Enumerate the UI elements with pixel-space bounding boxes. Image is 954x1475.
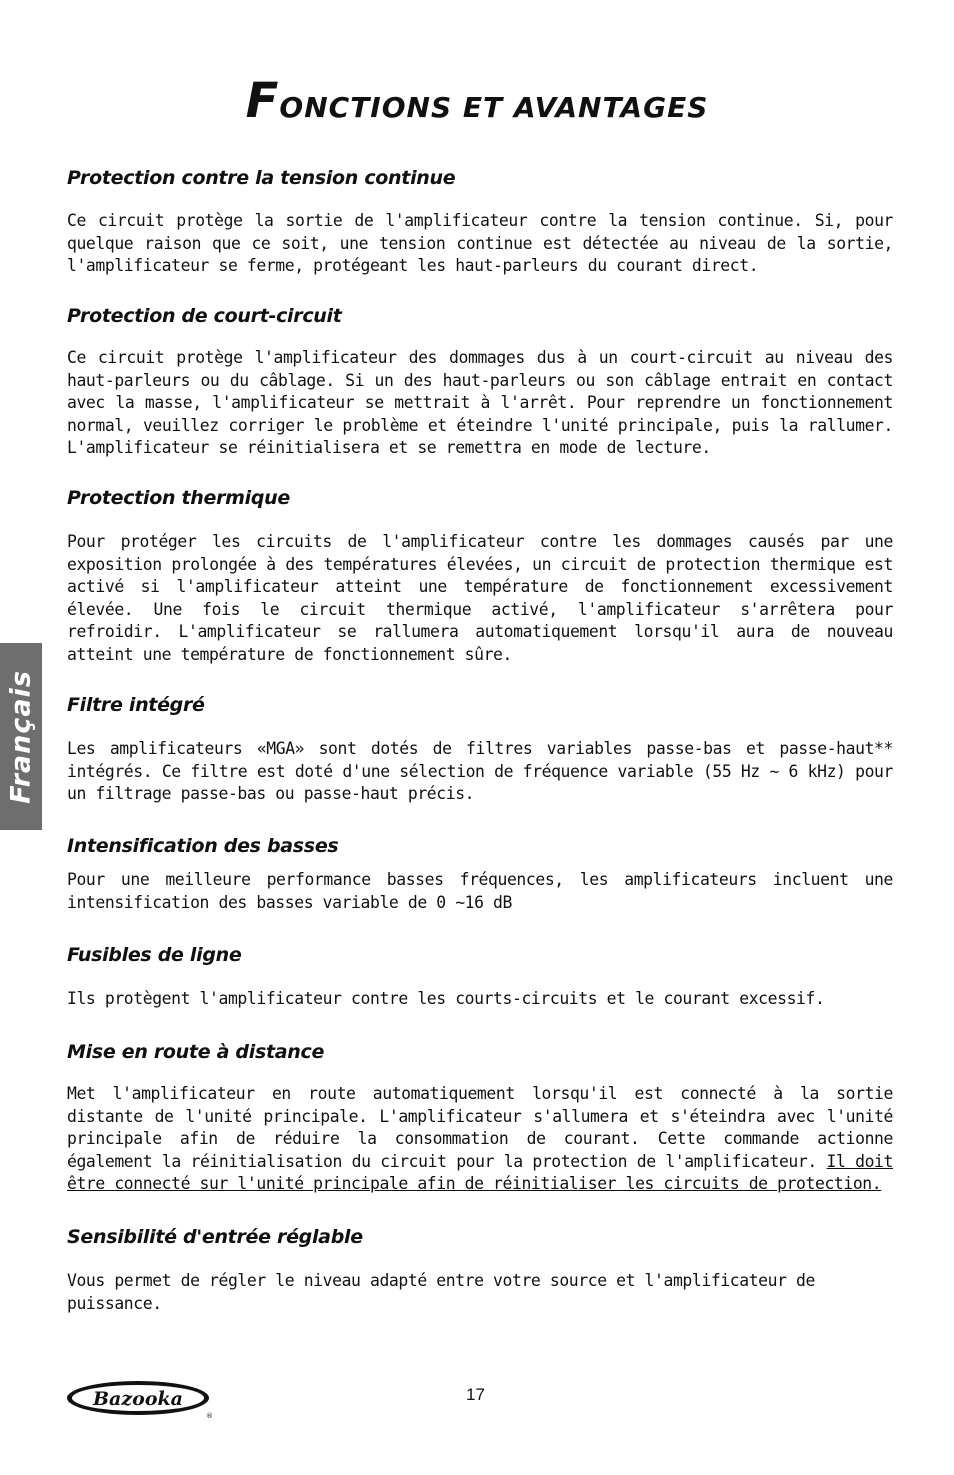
page-title-initial: F: [245, 73, 280, 130]
section-thermal-protection: [67, 487, 893, 666]
section-text: Ce circuit protège la sortie de l'amplificateur contre la tension continue. Si, pour quelque raison que ce soit, une tension continue est détectée au niveau de la sortie, l'amplificateur se ferme, protégeant les haut-parleurs du courant direct.: [67, 211, 893, 275]
bazooka-logo-graphic: [66, 1380, 216, 1420]
section-heading: Mise en route à distance: [67, 1041, 325, 1063]
section-text-main: Met l'amplificateur en route automatiquement lorsqu'il est connecté à la sortie distante de l'unité principale. L'amplificateur s'allumera et s'éteindra avec l'unité principale afin de réduire la consommation de courant. Cette commande actionne également la réinitialisation du circuit pour la protection de l'amplificateur.: [67, 1084, 893, 1171]
logo-registered-mark: ®: [206, 1412, 213, 1420]
page-title: [0, 73, 954, 129]
section-remote-turn-on: [67, 1041, 893, 1196]
section-line-fuses: [67, 944, 893, 1011]
section-text: [67, 1083, 893, 1196]
page-title-rest: ONCTIONS ET AVANTAGES: [279, 91, 709, 125]
logo-text: Bazooka: [93, 1388, 183, 1410]
section-integrated-filter: [67, 694, 893, 806]
language-label: Français: [5, 669, 37, 804]
page-number: 17: [466, 1385, 485, 1404]
language-side-tab: [0, 643, 42, 830]
section-bass-boost: [67, 835, 893, 914]
section-short-circuit-protection: [67, 305, 893, 460]
section-dc-protection: [67, 167, 893, 278]
section-text: Ce circuit protège l'amplificateur des dommages dus à un court-circuit au niveau des haut-parleurs ou du câblage. Si un des haut-parleurs ou son câblage entrait en contact avec la masse, l'amplificateur se mettrait à l'arrêt. Pour reprendre un fonctionnement normal, veuillez corriger le problème et éteindre l'unité principale, puis la rallumer. L'amplificateur se réinitialisera et se remettra en mode de lecture.: [67, 348, 893, 457]
section-heading: Protection contre la tension continue: [67, 167, 456, 189]
section-heading: Sensibilité d'entrée réglable: [67, 1226, 363, 1248]
section-text-underlined: Il doit être connecté sur l'unité principale afin de réinitialiser les circuits de protection.: [67, 1151, 893, 1193]
section-heading: Filtre intégré: [67, 694, 205, 716]
section-text: Les amplificateurs «MGA» sont dotés de filtres variables passe-bas et passe-haut** intégrés. Ce filtre est doté d'une sélection de fréquence variable (55 Hz ~ 6 kHz) pour un filtrage passe-bas ou passe-haut précis.: [67, 739, 893, 803]
section-heading: Protection thermique: [67, 487, 290, 509]
bazooka-logo: [66, 1380, 216, 1424]
section-text: Ils protègent l'amplificateur contre les courts-circuits et le courant excessif.: [67, 989, 825, 1008]
section-input-sensitivity: [67, 1226, 893, 1315]
section-text: Pour une meilleure performance basses fréquences, les amplificateurs incluent une intensification des basses variable de 0 ~16 dB: [67, 870, 893, 912]
section-text: Vous permet de régler le niveau adapté entre votre source et l'amplificateur de puissance.: [67, 1271, 815, 1313]
section-heading: Fusibles de ligne: [67, 944, 242, 966]
section-text: Pour protéger les circuits de l'amplificateur contre les dommages causés par une exposition prolongée à des températures élevées, un circuit de protection thermique est activé si l'amplificateur atteint une température de fonctionnement excessivement élevée. Une fois le circuit thermique activé, l'amplificateur s'arrêtera pour refroidir. L'amplificateur se rallumera automatiquement lorsqu'il aura de nouveau atteint une température de fonctionnement sûre.: [67, 532, 893, 664]
section-heading: Protection de court-circuit: [67, 305, 342, 327]
section-heading: Intensification des basses: [67, 835, 339, 857]
